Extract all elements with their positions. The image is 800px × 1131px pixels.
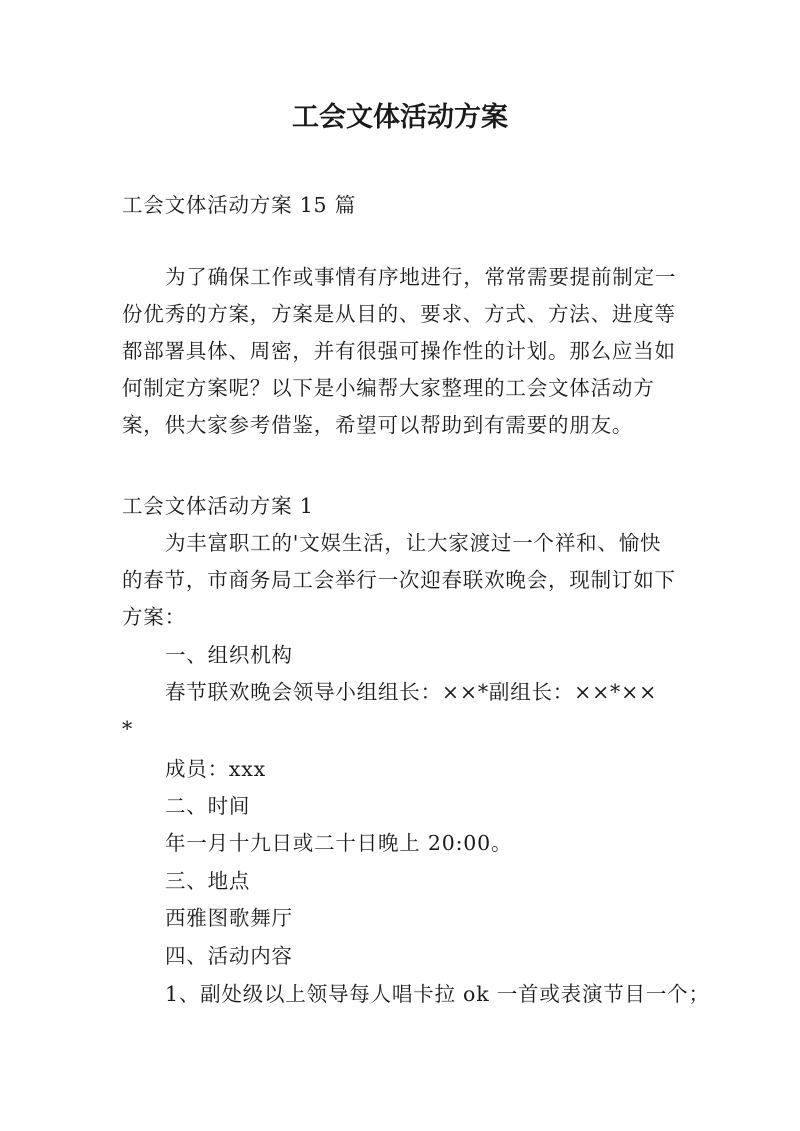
place-value: 西雅图歌舞厅 — [165, 906, 293, 930]
org-heading: 一、组织机构 — [165, 643, 293, 667]
time-value: 年一月十九日或二十日晚上 20:00。 — [165, 831, 513, 855]
section-heading: 工会文体活动方案 1 — [122, 494, 314, 518]
intro-line: 案，供大家参考借鉴，希望可以帮助到有需要的朋友。 — [122, 413, 634, 437]
content-item: 1、副处级以上领导每人唱卡拉 ok 一首或表演节目一个； — [165, 982, 710, 1006]
leader-line-continued: * — [122, 717, 134, 741]
section-paragraph-line: 方案： — [122, 605, 186, 629]
members-line: 成员：xxx — [165, 757, 266, 781]
section-paragraph-line: 的春节，市商务局工会举行一次迎春联欢晚会，现制订如下 — [122, 568, 676, 592]
place-heading: 三、地点 — [165, 869, 251, 893]
intro-line: 为了确保工作或事情有序地进行，常常需要提前制定一 — [165, 265, 677, 289]
intro-line: 份优秀的方案，方案是从目的、要求、方式、方法、进度等 — [122, 302, 676, 326]
content-heading: 四、活动内容 — [165, 944, 293, 968]
intro-line: 何制定方案呢？以下是小编帮大家整理的工会文体活动方 — [122, 376, 655, 400]
document-subtitle: 工会文体活动方案 15 篇 — [122, 193, 357, 217]
time-heading: 二、时间 — [165, 794, 251, 818]
leader-line: 春节联欢晚会领导小组组长：××*副组长：××*×× — [165, 680, 658, 704]
intro-line: 都部署具体、周密，并有很强可操作性的计划。那么应当如 — [122, 339, 676, 363]
document-title: 工会文体活动方案 — [292, 102, 508, 133]
section-paragraph-line: 为丰富职工的'文娱生活，让大家渡过一个祥和、愉快 — [165, 531, 662, 555]
